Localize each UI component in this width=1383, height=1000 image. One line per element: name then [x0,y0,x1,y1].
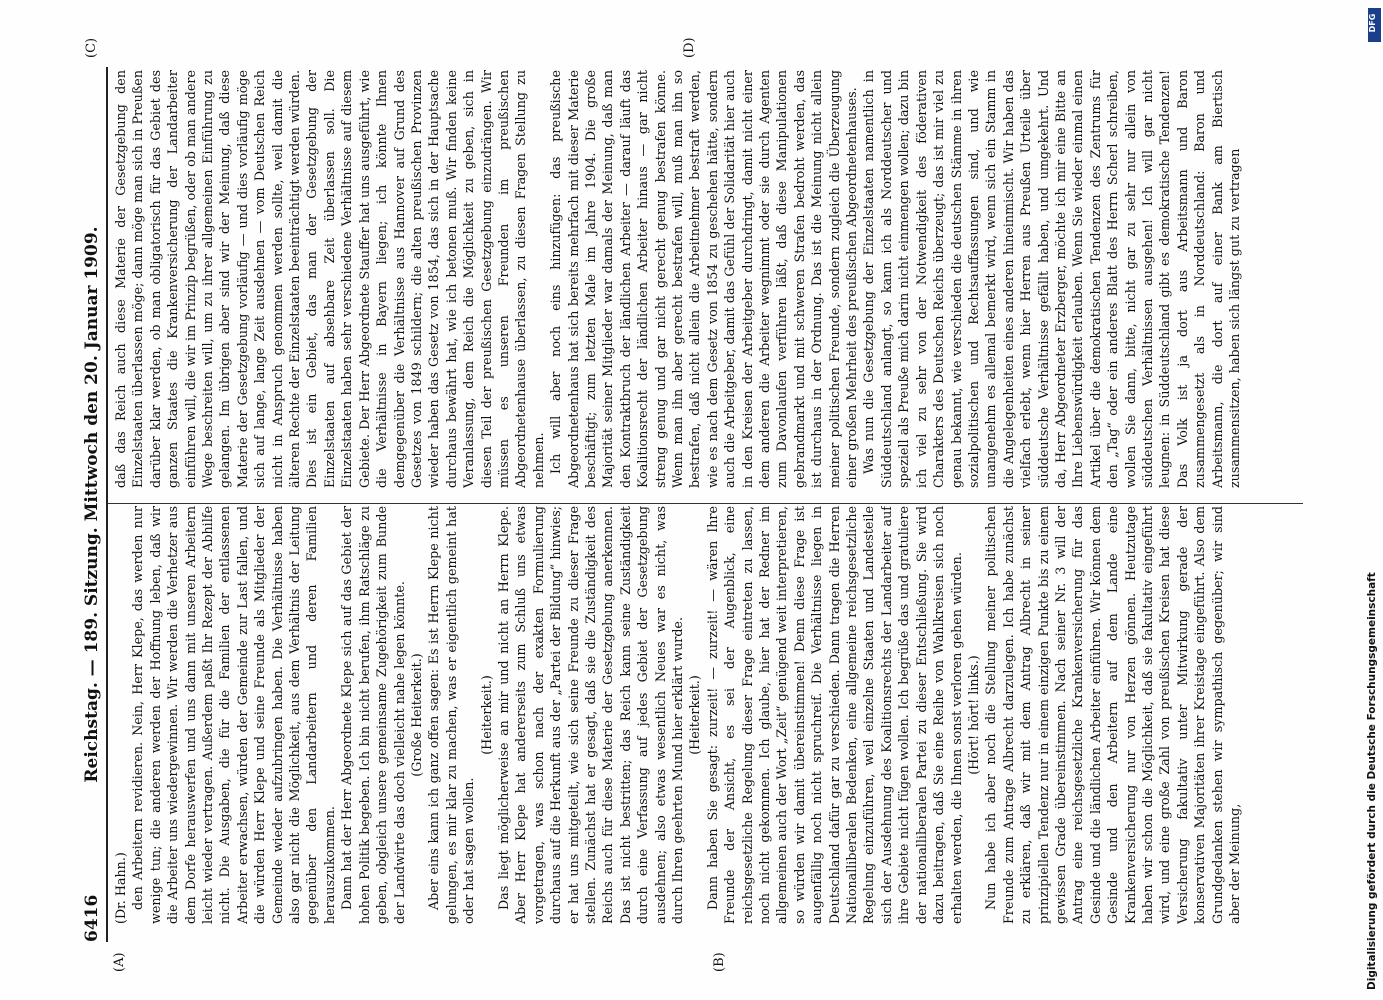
margin-letter-b: (B) [712,952,727,972]
stage-direction: (Hört! hört! links.) [965,655,981,775]
paragraph: daß das Reich auch diese Materie der Gesetzgebung den Einzelstaaten überlassen möge; dann möge man sich in Preußen darüber klar werden, ob man obligatorisch für das Gebiet des ganzen Staates die Krankenversicherung der Landarbeiter einführen will, die wir im Prinzip begrüßen, oder ob man andere Wege beschreiten will, um zu ihrer allgemeinen Einführung zu gelangen. Im übrigen aber sind wir der Meinung, daß diese Materie der Gesetzgebung vorläufig — und dies vorläufig möge sich auf lange, lange Zeit ausdehnen — vom Deutschen Reich nicht in Anspruch genommen werden sollte, weil damit die älteren Rechte der Einzelstaaten beeinträchtigt werden würden. Dies ist ein Gebiet, das man der Gesetzgebung der Einzelstaaten auf absehbare Zeit überlassen soll. Die Einzelstaaten haben sehr verschiedene Verhältnisse auf diesem Gebiete. Der Herr Abgeordnete Stauffer hat uns ausgeführt, wie die Verhältnisse in Bayern liegen; ich könnte Ihnen demgegenüber die Verhältnisse aus Hannover auf Grund des Gesetzes von 1849 schildern; die alten preußischen Provinzen wieder haben das Gesetz von 1854, das sich in der Hauptsache durchaus bewährt hat, wie ich betonen muß. Wir finden keine Veranlassung, dem Reich die Möglichkeit zu geben, sich in diesen Teil der preußischen Gesetzgebung einzudrängen. Wir müssen es unseren Freunden im preußischen Abgeordnetenhause überlassen, zu diesen Fragen Stellung zu nehmen. [113,70,546,488]
left-column [112,506,1297,924]
margin-letter-d: (D) [682,37,697,58]
stage-direction: (Große Heiterkeit.) [408,653,424,777]
header-title: Reichstag. — 189. Sitzung. Mittwoch den 20. Januar 1909. [82,226,102,783]
header-rule [106,67,108,942]
page-number: 6416 [82,894,102,942]
paragraph: Nun habe ich aber noch die Stellung meiner politischen Freunde zum Antrage Albrecht darzulegen. Ich habe zunächst zu erklären, daß wir mit dem Antrag Albrecht in seiner prinzipiellen Tendenz nur in einem einzigen Punkte bis zu einem gewissen Grade übereinstimmen. Nach seiner Nr. 3 will der Antrag eine reichsgesetzliche Krankenversicherung für das Gesinde und die ländlichen Arbeiter einführen. Wir können dem Gesinde und den Arbeitern auf dem Lande eine Krankenversicherung nur von Herzen gönnen. Heutzutage haben wir schon die Möglichkeit, daß sie fakultativ eingeführt wird, und eine große Zahl von preußischen Kreisen hat diese Versicherung fakultativ unter Mitwirkung gerade der konservativen Majoritäten ihrer Kreistage eingeführt. Also dem Grundgedanken stehen wir sympathisch gegenüber; wir sind aber der Meinung, [983,506,1242,924]
paragraph: Ich will aber noch eins hinzufügen: das preußische Abgeordnetenhaus hat sich bereits mehrfach mit dieser Materie beschäftigt; zum letzten Male im Jahre 1904. Die große Majorität seiner Mitglieder war damals der Meinung, daß man den Kontraktbruch der ländlichen Arbeiter — darauf läuft das Koalitionsrecht der ländlichen Arbeiter hinaus — gar nicht streng genug und gar nicht gerecht genug bestrafen könne. Wenn man ihn aber gerecht bestrafen will, muß man ihn so bestrafen, daß nicht allein die Arbeitnehmer bestraft werden, wie es nach dem Gesetz von 1854 zu geschehen hätte, sondern auch die Arbeitgeber, damit das Gefühl der Solidarität hier auch in den Kreisen der Arbeitgeber durchdringt, damit nicht einer dem anderen die Arbeiter wegnimmt oder sie durch Agenten zum Davonlaufen verführen läßt, daß diese Manipulationen gebrandmarkt und mit schweren Strafen bedroht werden, das ist durchaus in der Ordnung. Das ist die Meinung nicht allein meiner politischen Freunde, sondern zugleich die Überzeugung einer großen Mehrheit des preußischen Abgeordnetenhauses. [548,70,860,488]
margin-letter-a: (A) [112,952,127,972]
stage-direction: (Heiterkeit.) [687,675,703,755]
right-column [112,70,1297,488]
stage-direction: (Heiterkeit.) [478,675,494,755]
paragraph: Dann hat der Herr Abgeordnete Klepe sich auf das Gebiet der hohen Politik begeben. Ich bin nicht berufen, ihm Ratschläge zu geben, obgleich unsere gemeinsame Zugehörigkeit zum Bunde der Landwirte das doch vielleicht nahe legen könnte. [339,506,407,924]
paragraph: Dann haben Sie gesagt: zurzeit! — zurzeit! — wären Ihre Freunde der Ansicht, es sei der Augenblick, eine reichsgesetzliche Regelung dieser Frage eintreten zu lassen, noch nicht gekommen. Ich glaube, hier hat der Redner im allgemeinen auch der Wort „Zeit“ genügend weit interpretieren, so würden wir damit übereinstimmen! Denn diese Frage ist augenfällig noch nicht spruchreif. Die Verhältnisse liegen in Deutschland dafür gar zu verschieden. Dann tragen die Herren Nationalliberalen Bedenken, eine allgemeine reichsgesetzliche Regelung einzuführen, weil einzelne Staaten und Landesteile sich der Ausdehnung des Koalitionsrechts der Landarbeiter auf ihre Gebiete nicht fügen wollen. Ich begrüße das und gratuliere der nationalliberalen Partei zu dieser Entschließung. Sie wird dazu beitragen, daß Sie eine Reihe von Wahlkreisen sich noch erhalten werden, die Ihnen sonst verloren gehen würden. [704,506,964,924]
paragraph: Aber eins kann ich ganz offen sagen: Es ist Herrn Klepe nicht gelungen, es mir klar zu machen, was er eigentlich gemeint hat oder hat sagen wollen. [426,506,477,924]
paragraph: (Dr. Hahn.) [113,852,128,924]
column-divider [108,503,1303,504]
margin-letter-c: (C) [84,37,99,58]
dfg-logo: DFG [1368,8,1381,42]
running-header [82,67,106,942]
paragraph: Was nun die Gesetzgebung der Einzelstaaten namentlich in Süddeutschland anlangt, so kann ich als Norddeutscher und speziell als Preuße mich darin nicht einmengen wollen; dazu bin ich viel zu sehr von der Notwendigkeit des föderativen Charakters des Deutschen Reichs überzeugt; das ist mir viel zu genau bekannt, wie verschieden die deutschen Stämme in ihren sozialpolitischen und Rechtsauffassungen sind, und wie unangenehm es allemal bemerkt wird, wenn sich ein Stamm in die Angelegenheiten eines anderen hineinmischt. Wir haben das vielfach erlebt, wenn hier Herren aus Preußen Urteile über süddeutsche Verhältnisse gefällt haben, und umgekehrt. Und da, Herr Abgeordneter Erzberger, möchte ich mir eine Bitte an Ihre Liebenswürdigkeit erlauben. Wenn Sie wieder einmal einen Artikel über die demokratischen Tendenzen des Zentrums für den „Tag“ oder ein anderes Blatt des Herrn Scherl schreiben, wollen Sie dann, bitte, nicht gar zu sehr nur allein von süddeutschen Verhältnissen ausgehen! Ich will gar nicht leugnen: in Süddeutschland gibt es demokratische Tendenzen! Das Volk ist ja dort aus Arbeitsmann und Baron zusammengesetzt als in Norddeutschland: Baron und Arbeitsmann, die dort auf einer Bank am Biertisch zusammensitzen, haben sich längst gut zu vertragen [861,70,1242,488]
paragraph: Das liegt möglicherweise an mir und nicht an Herrn Klepe. Aber Herr Klepe hat andererseits zum Schluß uns etwas vorgetragen, was schon nach der exakten Formulierung durchaus auf die Herkunft aus der „Partei der Bildung“ hinwies; er hat uns mitgeteilt, wie sich seine Freunde zu dieser Frage stellen. Zunächst hat er gesagt, daß sie die Zuständigkeit des Reichs auch für diese Materie der Gesetzgebung anerkennen. Das ist nicht bestritten; das Reich kann seine Zuständigkeit durch eine Verfassung auf jedes Gebiet der Gesetzgebung ausdehnen; also etwas wesentlich Neues war es nicht, was durch Ihren geehrten Mund hier erklärt wurde. [495,506,685,924]
paragraph: den Arbeitern revidieren. Nein, Herr Klepe, das werden nur wenige tun; die anderen werden der Hoffnung leben, daß wir die Arbeiter uns wiedergewinnen. Wir werden die Verhetzer aus dem Dorfe herauswerfen und uns dann mit unseren Arbeitern leicht wieder vertragen. Außerdem paßt Ihr Rezept der Abhilfe nicht. Die Ausgaben, die für die Familien der entlassenen Arbeiter erwachsen, würden der Gemeinde zur Last fallen, und die würden Herr Klepe und seine Freunde als Mitglieder der Gemeinde wieder aufzubringen haben. Die Verhältnisse haben also gar nicht die Möglichkeit, aus dem Verhältnis der Leitung gegenüber den Landarbeitern und deren Familien herauszukommen. [130,506,337,924]
digitization-note: Digitalisierung gefördert durch die Deutsche Forschungsgemeinschaft [1366,572,1378,990]
